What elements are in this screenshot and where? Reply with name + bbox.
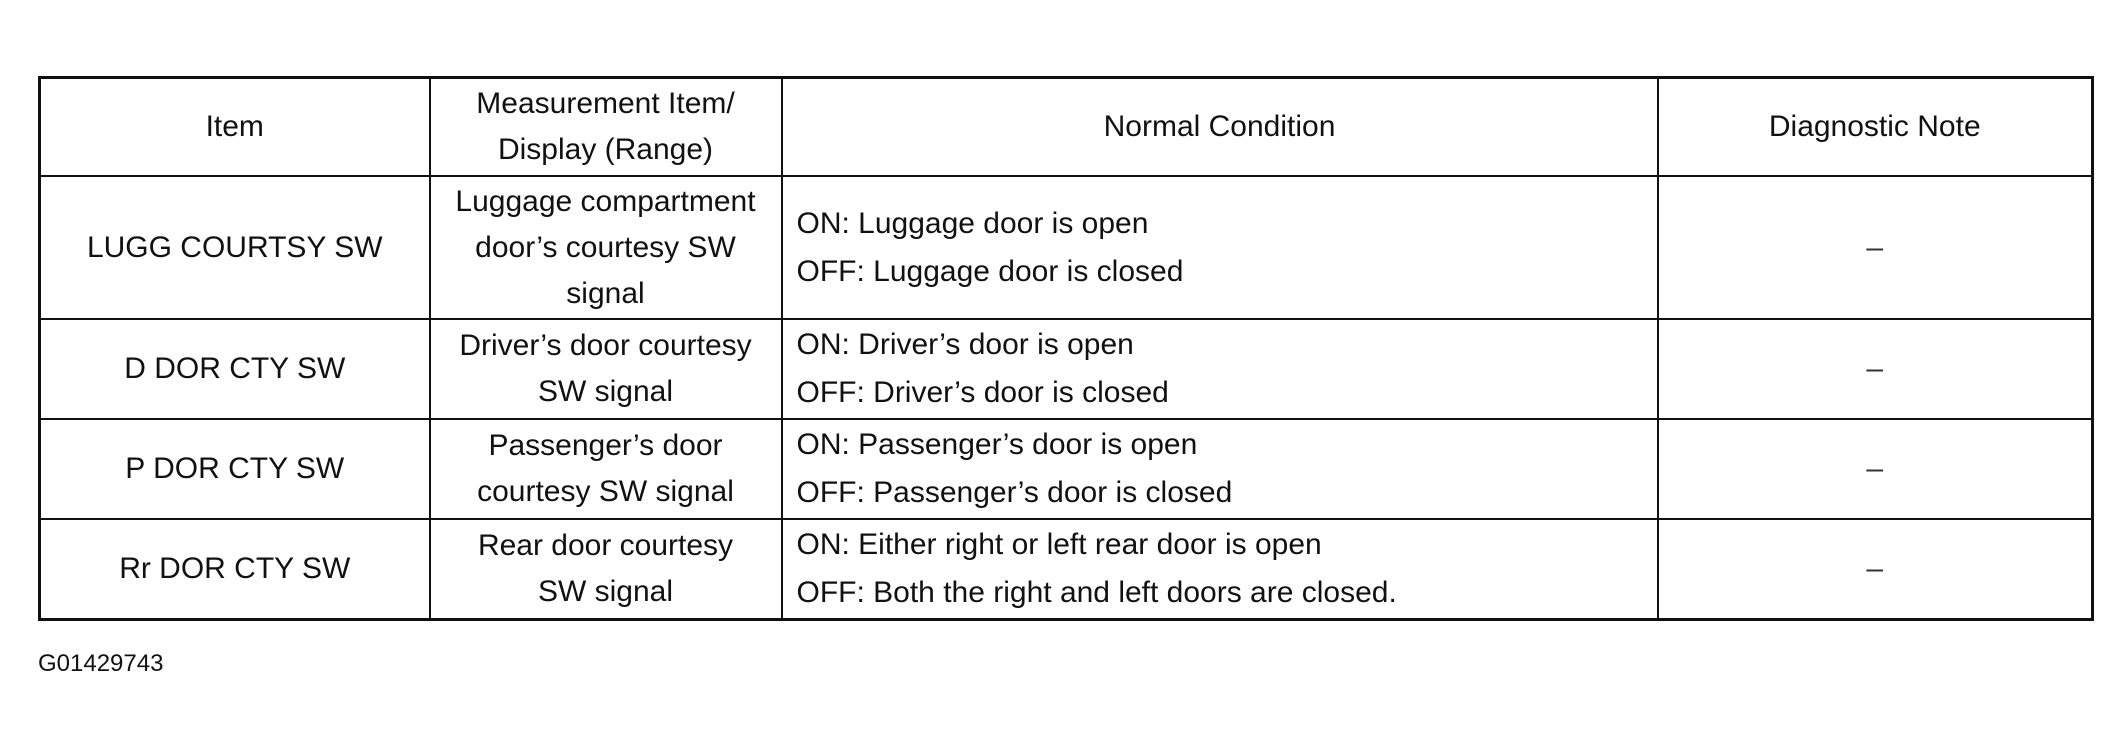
condition-off: OFF: Passenger’s door is closed: [796, 476, 1233, 509]
row-normal-condition: [782, 319, 1658, 419]
row-item: D DOR CTY SW: [40, 319, 430, 419]
row-normal-condition: [782, 419, 1658, 519]
row-item: Rr DOR CTY SW: [40, 519, 430, 620]
measurement-line: Luggage compartment: [455, 184, 756, 218]
measurement-line: Rear door courtesy: [477, 529, 734, 562]
condition-off: OFF: Luggage door is closed: [796, 254, 1184, 288]
table-row: [40, 176, 2093, 319]
condition-on: ON: Luggage door is open: [796, 206, 1149, 240]
header-item: Item: [40, 78, 430, 177]
measurement-line: SW signal: [537, 575, 674, 608]
row-item: LUGG COURTSY SW: [40, 176, 430, 319]
row-diagnostic-note: [1658, 519, 2093, 620]
measurement-line: courtesy SW signal: [477, 475, 734, 508]
row-normal-condition: [782, 519, 1658, 620]
table-row: [40, 319, 2093, 419]
note-dash: –: [1866, 352, 1884, 385]
condition-off: OFF: Driver’s door is closed: [796, 376, 1169, 409]
row-diagnostic-note: [1658, 176, 2093, 319]
measurement-line: signal: [566, 276, 645, 310]
row-diagnostic-note: [1658, 419, 2093, 519]
row-measurement: [430, 176, 782, 319]
measurement-line: Passenger’s door: [488, 429, 723, 462]
header-measurement-line1: Measurement Item/: [476, 87, 735, 120]
header-measurement: [430, 78, 782, 177]
condition-on: ON: Passenger’s door is open: [796, 428, 1198, 461]
row-measurement: [430, 319, 782, 419]
condition-off: OFF: Both the right and left doors are closed.: [796, 576, 1397, 609]
measurement-line: door’s courtesy SW: [475, 230, 736, 264]
row-item: P DOR CTY SW: [40, 419, 430, 519]
condition-on: ON: Either right or left rear door is open: [796, 528, 1322, 561]
table-header-row: [40, 78, 2093, 177]
condition-on: ON: Driver’s door is open: [796, 328, 1134, 361]
header-normal-condition: Normal Condition: [782, 78, 1658, 177]
table-row: [40, 419, 2093, 519]
note-dash: –: [1866, 552, 1884, 585]
header-measurement-line2: Display (Range): [497, 133, 714, 166]
header-diagnostic-note: Diagnostic Note: [1658, 78, 2093, 177]
note-dash: –: [1866, 230, 1884, 264]
row-normal-condition: [782, 176, 1658, 319]
measurement-line: Driver’s door courtesy: [459, 329, 752, 362]
measurement-line: SW signal: [537, 375, 674, 408]
data-list-table: [38, 76, 2094, 621]
row-measurement: [430, 419, 782, 519]
table-row: [40, 519, 2093, 620]
row-measurement: [430, 519, 782, 620]
note-dash: –: [1866, 452, 1884, 485]
figure-code: G01429743: [38, 650, 164, 677]
row-diagnostic-note: [1658, 319, 2093, 419]
